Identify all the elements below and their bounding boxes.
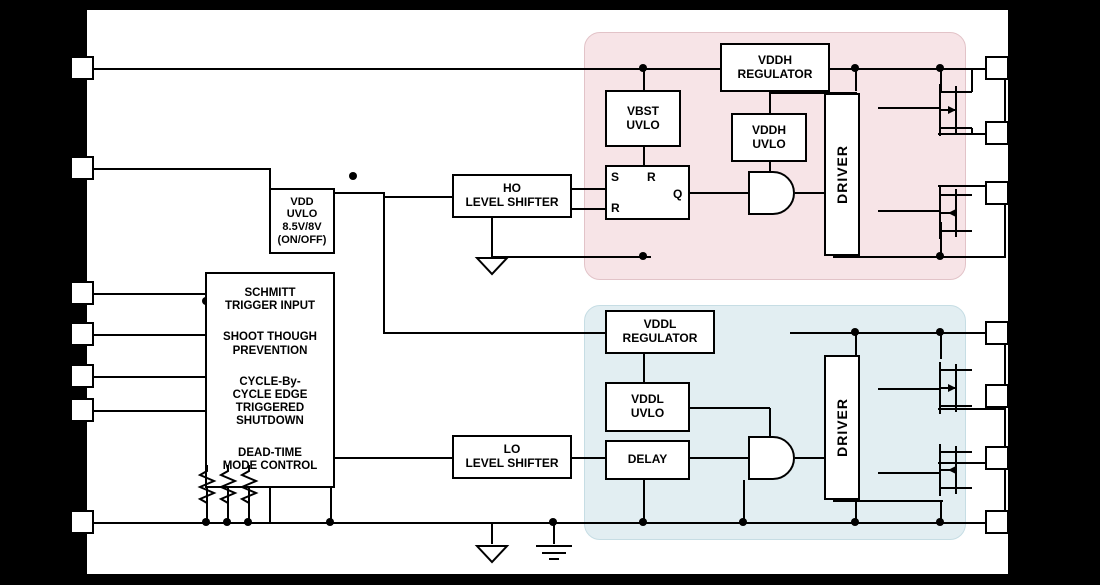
wire-ho-shift-in (383, 196, 453, 198)
vbst-uvlo-line2: UVLO (626, 117, 660, 132)
block-lo-level-shifter[interactable] (452, 435, 572, 479)
driver-low-label: DRIVER (833, 398, 850, 457)
block-vbst-uvlo[interactable] (605, 90, 681, 147)
logic-group-schmitt (225, 287, 315, 313)
wire-logic-gnd (269, 488, 271, 523)
block-vdd-uvlo[interactable] (269, 188, 335, 254)
wire-driver-hi-gnd (833, 256, 943, 258)
junction-hi-drain (936, 64, 944, 72)
resistor-1 (199, 465, 215, 511)
pin-right-4[interactable] (985, 321, 1009, 345)
block-vddl-regulator[interactable] (605, 310, 715, 354)
wire-hi-fet2-gate (878, 210, 940, 212)
wire-driver-lo-bottom (833, 500, 943, 502)
wire-gnd-sym1 (491, 522, 493, 544)
logic-line-shoot-1: SHOOT THOUGH (223, 331, 317, 344)
latch-label-q: Q (673, 187, 683, 201)
resistor-2 (220, 465, 236, 511)
pin-left-4[interactable] (70, 322, 94, 346)
junction-right-top (1020, 64, 1028, 72)
block-delay[interactable] (605, 440, 690, 480)
junction-gnd4 (326, 518, 334, 526)
vddl-uvlo-line2: UVLO (630, 406, 665, 420)
wire-hi-src-out (938, 256, 1006, 258)
pin-left-7[interactable] (70, 510, 94, 534)
ground-symbol-ho (475, 256, 509, 276)
and-gate-low (747, 435, 799, 480)
vddl-uvlo-line1: VDDL (631, 392, 664, 407)
junction-gnd1 (202, 518, 210, 526)
vbst-uvlo-line1: VBST (626, 103, 659, 118)
latch-label-s: S (611, 170, 620, 184)
pin-right-1[interactable] (985, 56, 1009, 80)
latch-label-r-bottom: R (611, 201, 620, 215)
pin-left-3[interactable] (70, 281, 94, 305)
junction-gnd5 (549, 518, 557, 526)
wire-vddl-to-uvlo (643, 354, 645, 382)
junction-lo-drain (936, 328, 944, 336)
wire-lo-fet2-gate (878, 472, 940, 474)
logic-line-deadtime-2: MODE CONTROL (222, 459, 318, 472)
junction-hi-out2 (1020, 252, 1028, 260)
wire-in4 (87, 410, 207, 412)
block-vddh-uvlo[interactable] (731, 113, 807, 162)
vddh-reg-line1: VDDH (757, 52, 792, 67)
pin-right-3[interactable] (985, 181, 1009, 205)
block-vddl-uvlo[interactable] (605, 382, 690, 432)
wire-lo-bottom-v (743, 480, 745, 523)
wire-delay-to-and (690, 457, 748, 459)
block-vddh-regulator[interactable] (720, 43, 830, 92)
wire-delay-gnd (643, 480, 645, 523)
wire-vdd-input (87, 168, 270, 170)
junction-lo-src (936, 518, 944, 526)
junction-vddh-reg (851, 64, 859, 72)
vddh-uvlo-line2: UVLO (752, 136, 786, 151)
pin-left-6[interactable] (70, 398, 94, 422)
lo-ls-line2: LEVEL SHIFTER (465, 456, 559, 470)
wire-gnd-rail (87, 522, 557, 524)
wire-lo-fet1-gate (878, 388, 940, 390)
pin-right-7[interactable] (985, 510, 1009, 534)
wire-lo-fet-drain (940, 332, 942, 359)
pin-left-5[interactable] (70, 364, 94, 388)
wire-vbst-rail-right (856, 68, 1006, 70)
pin-right-5[interactable] (985, 384, 1009, 408)
driver-high-label: DRIVER (833, 145, 850, 204)
logic-line-cycle-3: TRIGGERED (235, 402, 305, 415)
resistor-3 (241, 465, 257, 511)
vdd-uvlo-line3: 8.5V/8V (282, 221, 322, 233)
wire-hi-fet1-gate (878, 107, 940, 109)
block-ho-level-shifter[interactable] (452, 174, 572, 218)
wire-vdduvlo-drop (383, 192, 385, 334)
block-logic-control[interactable] (205, 272, 335, 488)
logic-group-deadtime (223, 447, 318, 473)
junction-gnd6 (639, 518, 647, 526)
pin-left-1[interactable] (70, 56, 94, 80)
wire-vddh-uvlo-supply (769, 93, 771, 113)
wire-right-lo-v (1004, 332, 1006, 522)
junction-vddl-reg-out (851, 328, 859, 336)
block-driver-low[interactable] (824, 355, 860, 500)
vddh-reg-line2: REGULATOR (737, 66, 813, 81)
junction-right-vddl (1020, 328, 1028, 336)
wire-in2 (87, 334, 207, 336)
logic-line-shoot-2: PREVENTION (232, 344, 308, 357)
pin-right-6[interactable] (985, 446, 1009, 470)
delay-label: DELAY (627, 452, 668, 467)
wire-vddl-feed (383, 332, 598, 334)
logic-line-schmitt-1: SCHMITT (244, 286, 296, 299)
diagram-canvas (85, 8, 1010, 576)
vdd-uvlo-line4: (ON/OFF) (277, 233, 327, 246)
ho-ls-line2: LEVEL SHIFTER (465, 195, 559, 209)
logic-group-cycle (233, 376, 308, 429)
junction-vbst (639, 64, 647, 72)
wire-vdd-down (269, 168, 271, 188)
logic-group-shoot (223, 331, 317, 357)
block-driver-high[interactable] (824, 93, 860, 256)
logic-line-cycle-1: CYCLE-By- (239, 375, 301, 388)
wire-in1 (87, 293, 207, 295)
and-gate-high (747, 170, 799, 215)
ground-symbol-bottom (475, 544, 509, 564)
vdd-uvlo-line2: UVLO (286, 208, 318, 221)
lo-ls-line1: LO (503, 442, 521, 457)
wire-in3 (87, 376, 207, 378)
junction-hi-out1 (1020, 129, 1028, 137)
wire-vdduvlo-out (335, 192, 385, 194)
wire-hols-gnd-h (491, 256, 651, 258)
wire-q-to-and (690, 192, 748, 194)
junction-vdd (349, 172, 357, 180)
latch-label-r-top: R (647, 170, 656, 184)
logic-line-deadtime-1: DEAD-TIME (238, 446, 302, 459)
logic-line-schmitt-2: TRIGGER INPUT (224, 300, 316, 313)
wire-vddluvlo-out (690, 407, 770, 409)
junction-hi-ret (639, 252, 647, 260)
vddl-reg-line2: REGULATOR (622, 331, 698, 345)
junction-right-bottom (1020, 518, 1028, 526)
earth-symbol (535, 544, 573, 562)
pin-left-2[interactable] (70, 156, 94, 180)
logic-line-cycle-2: CYCLE EDGE (232, 388, 308, 401)
vddl-reg-line1: VDDL (643, 317, 677, 332)
pin-right-2[interactable] (985, 121, 1009, 145)
ho-ls-line1: HO (503, 181, 521, 196)
junction-gnd2 (223, 518, 231, 526)
vddh-uvlo-line1: VDDH (751, 122, 786, 137)
junction-driver-lo-gnd (851, 518, 859, 526)
logic-line-cycle-4: SHUTDOWN (236, 415, 304, 428)
wire-vddl-rail (790, 332, 1006, 334)
vdd-uvlo-line1: VDD (290, 195, 314, 208)
junction-gnd3 (244, 518, 252, 526)
